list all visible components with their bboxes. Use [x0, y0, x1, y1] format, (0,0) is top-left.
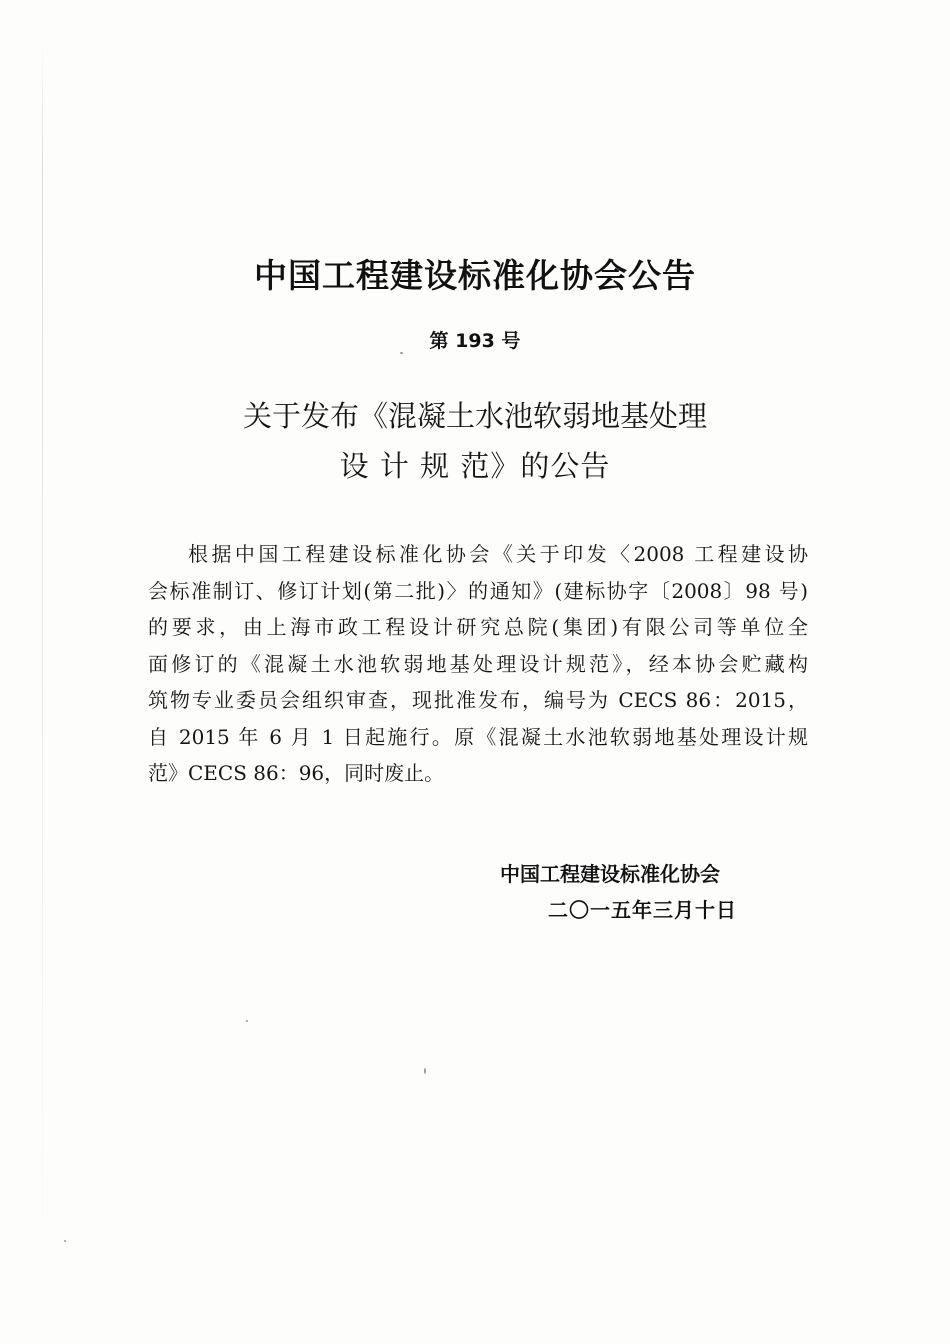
- signature-block: [500, 856, 737, 928]
- body-line: 筑物专业委员会组织审查，现批准发布，编号为 CECS 86：2015，: [148, 688, 808, 712]
- body-line: 会标准制订、修订计划(第二批)〉的通知》(建标协字〔2008〕98 号): [148, 578, 808, 603]
- announcement-body: [148, 536, 808, 792]
- issue-number: 第 193 号: [429, 330, 521, 352]
- subtitle-line-1: 关于发布《混凝土水池软弱地基处理: [242, 399, 707, 433]
- scan-speck: [424, 1068, 426, 1074]
- scan-speck: [400, 352, 403, 354]
- announcement-title: 中国工程建设标准化协会公告: [254, 256, 696, 295]
- scan-edge-line: [42, 40, 43, 1300]
- body-line: 范》CECS 86：96，同时废止。: [148, 761, 445, 785]
- body-line: 的要求，由上海市政工程设计研究总院(集团)有限公司等单位全: [148, 615, 808, 639]
- signature-organization: 中国工程建设标准化协会: [500, 862, 720, 886]
- signature-date: 二〇一五年三月十日: [548, 898, 737, 922]
- body-line: 面修订的《混凝土水池软弱地基处理设计规范》，经本协会贮藏构: [148, 651, 808, 676]
- body-line: 根据中国工程建设标准化协会《关于印发〈2008 工程建设协: [188, 542, 808, 566]
- subtitle-line-2: 设 计 规 范》的公告: [339, 449, 611, 483]
- scan-speck: [64, 1240, 66, 1242]
- body-line: 自 2015 年 6 月 1 日起施行。原《混凝土水池软弱地基处理设计规: [148, 724, 808, 749]
- scan-speck: [246, 1020, 248, 1022]
